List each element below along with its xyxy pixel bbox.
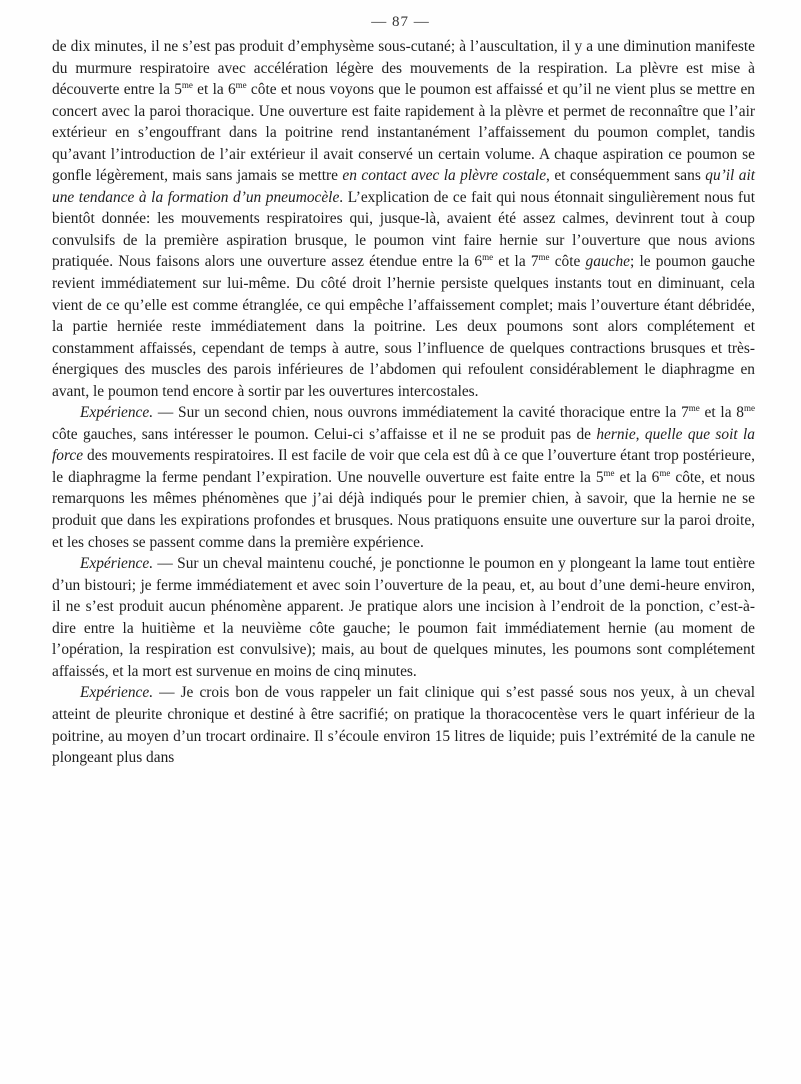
paragraph-1: de dix minutes, il ne s’est pas produit d’emphysème sous-cutané; à l’auscultation, il y a une diminution manifeste du murmure respiratoire avec accélération légère des mouvements de la respiration. La plèvre est mise à découverte entre la $5^{me}$ et la $6^{me}$ côte et nous voyons que le poumon est affaissé et qu’il ne vient plus se mettre en concert avec la paroi thoracique. Une ouverture est faite rapidement à la plèvre et permet de reconnaître que l’air extérieur en s’engouffrant dans la poitrine rend instantanément l’affaissement du poumon complet, tandis qu’avant l’introduction de l’air extérieur il avait conservé un certain volume. A chaque aspiration ce poumon se gonfle légèrement, mais sans jamais se mettre en contact avec la plèvre costale, et conséquemment sans qu’il ait une tendance à la formation d’un pneumocèle. L’explication de ce fait qui nous étonnait singulièrement nous fut bientôt donnée: les mouvements respiratoires qui, jusque-là, avaient été assez calmes, devinrent tout à coup convulsifs de la première aspiration brusque, le poumon vint faire hernie sur l’ouverture que nous avions pratiquée. Nous faisons alors une ouverture assez étendue entre la $6^{me}$ et la $7^{me}$ côte gauche; le poumon gauche revient immédiatement sur lui-même. Du côté droit l’hernie persiste quelques instants tout en diminuant, cela vient de ce qu’elle est comme étranglée, ce qui empêche l’affaissement complet; mais l’ouverture étant débridée, la partie herniée reste immédiatement dans la poitrine. Les deux poumons sont alors complétement et constamment affaissés, cependant de temps à autre, sous l’influence de quelques contractions brusques et très-énergiques des muscles des parois inférieures de l’abdomen qui refoulent considérablement le diaphragme en avant, le poumon tend encore à sortir par les ouvertures intercostales. <box>52 38 756 400</box>
paragraph-2: Expérience. — Sur un second chien, nous ouvrons immédiatement la cavité thoracique entre la $7^{me}$ et la $8^{me}$ côte gauches, sans intéresser le poumon. Celui-ci s’affaisse et il ne se produit pas de hernie, quelle que soit la force des mouvements respiratoires. Il est facile de voir que cela est dû à ce que l’ouverture étant trop postérieure, le diaphragme la ferme pendant l’expiration. Une nouvelle ouverture est faite entre la $5^{me}$ et la $6^{me}$ côte, et nous remarquons les mêmes phénomènes que j’ai déjà indiqués pour le premier chien, à savoir, que la hernie ne se produit que dans les expirations profondes et brusques. Nous pratiquons ensuite une ouverture sur la paroi droite, et les choses se passent comme dans la première expérience. <box>52 403 756 551</box>
page-number-header: — 87 — <box>371 14 430 30</box>
body-text <box>52 36 755 769</box>
paragraph-4: Expérience. — Je crois bon de vous rappeler un fait clinique qui s’est passé sous nos yeux, à un cheval atteint de pleurite chronique et destiné à être sacrifié; on pratique la thoracocentèse vers le quart inférieur de la poitrine, au moyen d’un trocart ordinaire. Il s’écoule environ 15 litres de liquide; puis l’extrémité de la canule ne plongeant plus dans <box>52 684 755 767</box>
experience-label: Expérience. <box>80 684 154 702</box>
experience-label: Expérience. <box>80 404 154 422</box>
paragraph-3: Expérience. — Sur un cheval maintenu couché, je ponctionne le poumon en y plongeant la lame tout entière d’un bistouri; je ferme immédiatement et avec soin l’ouverture de la peau, et, au bout d’une demi-heure environ, il ne s’est produit aucun phénomène apparent. Je pratique alors une incision à l’endroit de la ponction, c’est-à-dire entre la huitième et la neuvième côte gauche; le poumon fait immédiatement hernie (au moment de l’opération, la respiration est convulsive); mais, au bout de quelques minutes, les poumons sont complétement affaissés, et la mort est survenue en moins de cinq minutes. <box>52 555 755 680</box>
experience-label: Expérience. <box>80 555 154 573</box>
